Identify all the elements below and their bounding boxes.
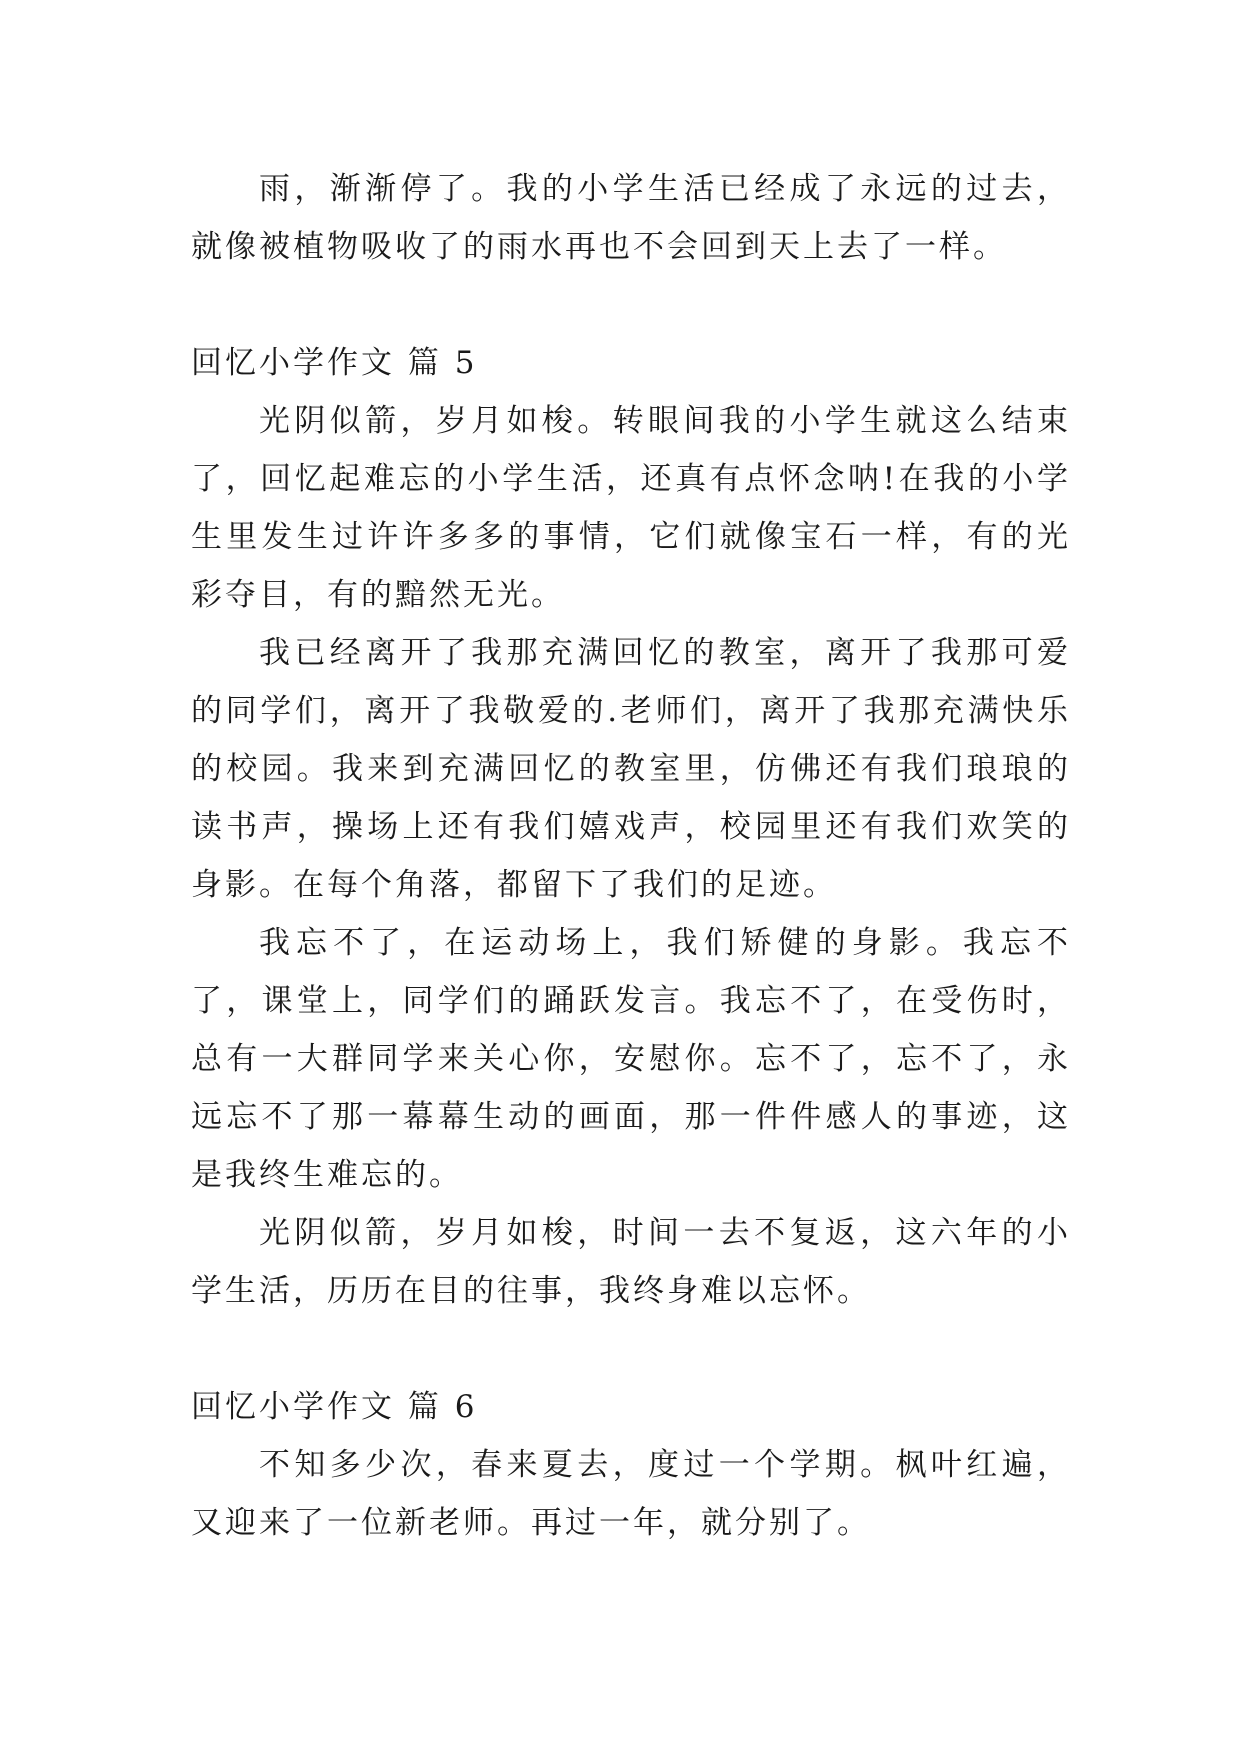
paragraph: 光阴似箭，岁月如梭，时间一去不复返，这六年的小学生活，历历在目的往事，我终身难以忘怀。 — [191, 1215, 1071, 1309]
paragraph: 我已经离开了我那充满回忆的教室，离开了我那可爱的同学们，离开了我敬爱的.老师们，离开了我那充满快乐的校园。我来到充满回忆的教室里，仿佛还有我们琅琅的读书声，操场上还有我们嬉戏声，校园里还有我们欢笑的身影。在每个角落，都留下了我们的足迹。 — [191, 635, 1071, 903]
paragraph: 不知多少次，春来夏去，度过一个学期。枫叶红遍，又迎来了一位新老师。再过一年，就分别了。 — [191, 1447, 1071, 1541]
paragraph: 雨，渐渐停了。我的小学生活已经成了永远的过去，就像被植物吸收了的雨水再也不会回到天上去了一样。 — [191, 171, 1071, 265]
section-gap — [191, 1320, 1071, 1378]
paragraph: 光阴似箭，岁月如梭。转眼间我的小学生就这么结束了，回忆起难忘的小学生活，还真有点怀念呐!在我的小学生里发生过许许多多的事情，它们就像宝石一样，有的光彩夺目，有的黯然无光。 — [191, 403, 1071, 613]
paragraph: 我忘不了，在运动场上，我们矫健的身影。我忘不了，课堂上，同学们的踊跃发言。我忘不了，在受伤时，总有一大群同学来关心你，安慰你。忘不了，忘不了，永远忘不了那一幕幕生动的画面，那一件件感人的事迹，这是我终生难忘的。 — [191, 925, 1071, 1193]
section-gap — [191, 276, 1071, 334]
section-heading-5: 回忆小学作文 篇 5 — [191, 345, 478, 381]
document-body — [191, 160, 1071, 1552]
section-heading-6: 回忆小学作文 篇 6 — [191, 1389, 478, 1425]
